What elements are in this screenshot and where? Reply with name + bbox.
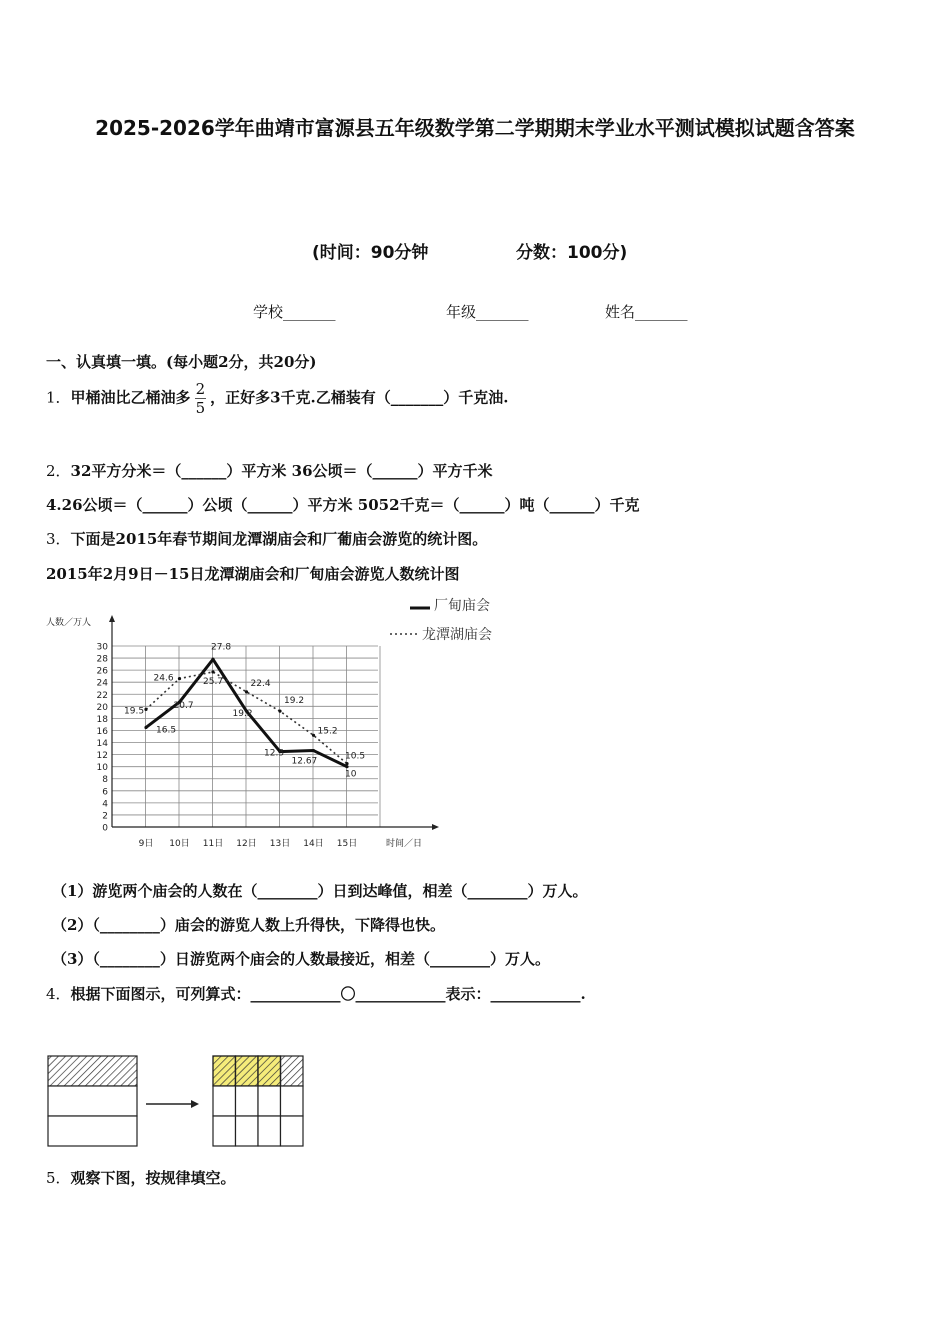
question-2-line-2: 4.26公顷＝（______）公顷（______）平方米 5052千克＝（______）吨（______）千克 [46, 496, 640, 514]
question-3-sub-3: （3）（________）日游览两个庙会的人数最接近，相差（________）万人。 [52, 950, 550, 968]
y-tick-label: 8 [102, 775, 108, 786]
question-5-text: 观察下图，按规律填空。 [70, 1169, 236, 1187]
data-point [345, 762, 348, 765]
question-number: 4． [46, 985, 71, 1003]
right-rectangle [213, 1056, 303, 1146]
chart-grid [112, 646, 380, 827]
question-number: 1． [46, 388, 71, 407]
question-1-pre: 甲桶油比乙桶油多 [70, 388, 191, 407]
data-point [278, 710, 281, 713]
x-tick-label: 9日 [138, 839, 154, 849]
y-axis-label: 人数／万人 [46, 618, 92, 628]
fraction [195, 380, 207, 417]
question-4-text: 根据下面图示，可列算式：____________〇____________表示：____________. [70, 985, 586, 1003]
grade-field: 年级_______ [446, 303, 529, 321]
question-5 [46, 1167, 236, 1188]
data-point [211, 658, 214, 661]
question-4 [46, 983, 586, 1004]
data-label: 27.8 [211, 642, 232, 653]
y-tick-label: 16 [96, 726, 108, 737]
data-label: 10 [345, 769, 357, 780]
y-tick-label: 2 [102, 811, 108, 822]
data-label: 25.7 [203, 676, 224, 687]
chart-caption: 2015年2月9日－15日龙潭湖庙会和厂甸庙会游览人数统计图 [46, 565, 460, 583]
data-point [245, 690, 248, 693]
line-chart [40, 592, 510, 854]
x-tick-label: 10日 [169, 839, 190, 849]
y-tick-label: 24 [96, 678, 108, 689]
question-1 [46, 380, 509, 417]
data-label: 10.5 [345, 751, 366, 762]
question-3 [46, 528, 487, 549]
data-point [312, 749, 315, 752]
question-3-text: 下面是2015年春节期间龙潭湖庙会和厂葡庙会游览的统计图。 [70, 530, 488, 548]
y-tick-label: 22 [96, 690, 108, 701]
x-tick-label: 12日 [236, 839, 257, 849]
question-3-sub-1: （1）游览两个庙会的人数在（________）日到达峰值，相差（________）万人。 [52, 882, 588, 900]
y-tick-label: 0 [102, 823, 108, 834]
exam-time: (时间：90分钟 [312, 243, 429, 263]
data-label: 19.2 [284, 696, 305, 707]
data-label: 12.5 [264, 748, 285, 759]
data-label: 12.67 [291, 756, 318, 767]
fraction-denominator: 5 [195, 399, 206, 417]
data-label: 19.5 [124, 706, 145, 717]
data-point [144, 726, 147, 729]
data-point [312, 734, 315, 737]
data-label: 20.7 [173, 701, 194, 712]
question-2-line-1 [46, 460, 493, 481]
data-point [178, 677, 181, 680]
data-label: 24.6 [153, 673, 174, 684]
question-number: 3． [46, 530, 71, 548]
data-point [345, 765, 348, 768]
y-tick-label: 18 [96, 714, 108, 725]
chart-legend [390, 598, 492, 643]
chart-series [124, 642, 365, 779]
left-rectangle [48, 1056, 137, 1146]
x-tick-label: 15日 [336, 839, 358, 849]
x-axis-arrow [432, 824, 439, 830]
legend-label: 龙潭湖庙会 [422, 627, 492, 643]
data-point [144, 708, 147, 711]
y-tick-label: 28 [96, 654, 108, 665]
fraction-numerator: 2 [195, 380, 206, 398]
name-field: 姓名_______ [605, 303, 688, 321]
y-tick-label: 20 [96, 702, 108, 713]
data-point [211, 670, 214, 673]
y-tick-label: 26 [96, 666, 108, 677]
data-label: 15.2 [317, 726, 338, 737]
data-label: 22.4 [250, 678, 271, 689]
question-2-text: 32平方分米＝（______）平方米 36公顷＝（______）平方千米 [70, 462, 493, 480]
y-tick-label: 12 [96, 751, 108, 762]
question-3-sub-2: （2）（________）庙会的游览人数上升得快，下降得也快。 [52, 916, 445, 934]
x-tick-label: 13日 [269, 839, 291, 849]
exam-score: 分数：100分) [516, 243, 628, 263]
data-label: 16.5 [156, 725, 177, 736]
data-label: 19.2 [232, 709, 253, 720]
y-tick-label: 4 [102, 799, 108, 810]
question-1-post: ，正好多3千克.乙桶装有（_______）千克油. [210, 388, 509, 407]
page-title: 2025-2026学年曲靖市富源县五年级数学第二学期期末学业水平测试模拟试题含答案 [95, 116, 855, 140]
y-axis-arrow [109, 615, 115, 622]
question-number: 5． [46, 1169, 71, 1187]
y-tick-label: 14 [96, 739, 108, 750]
fraction-diagram [46, 1054, 306, 1150]
chart-ticks [97, 643, 358, 850]
x-tick-label: 11日 [202, 839, 224, 849]
x-axis-label: 时间／日 [386, 839, 423, 849]
arrow-icon [146, 1100, 199, 1108]
question-number: 2． [46, 462, 71, 480]
legend-label: 厂甸庙会 [434, 598, 490, 614]
y-tick-label: 30 [96, 642, 108, 653]
x-tick-label: 14日 [303, 839, 324, 849]
school-field: 学校_______ [253, 303, 336, 321]
y-tick-label: 6 [102, 787, 108, 798]
y-tick-label: 10 [96, 763, 108, 774]
section-heading: 一、认真填一填。(每小题2分，共20分) [46, 353, 317, 371]
